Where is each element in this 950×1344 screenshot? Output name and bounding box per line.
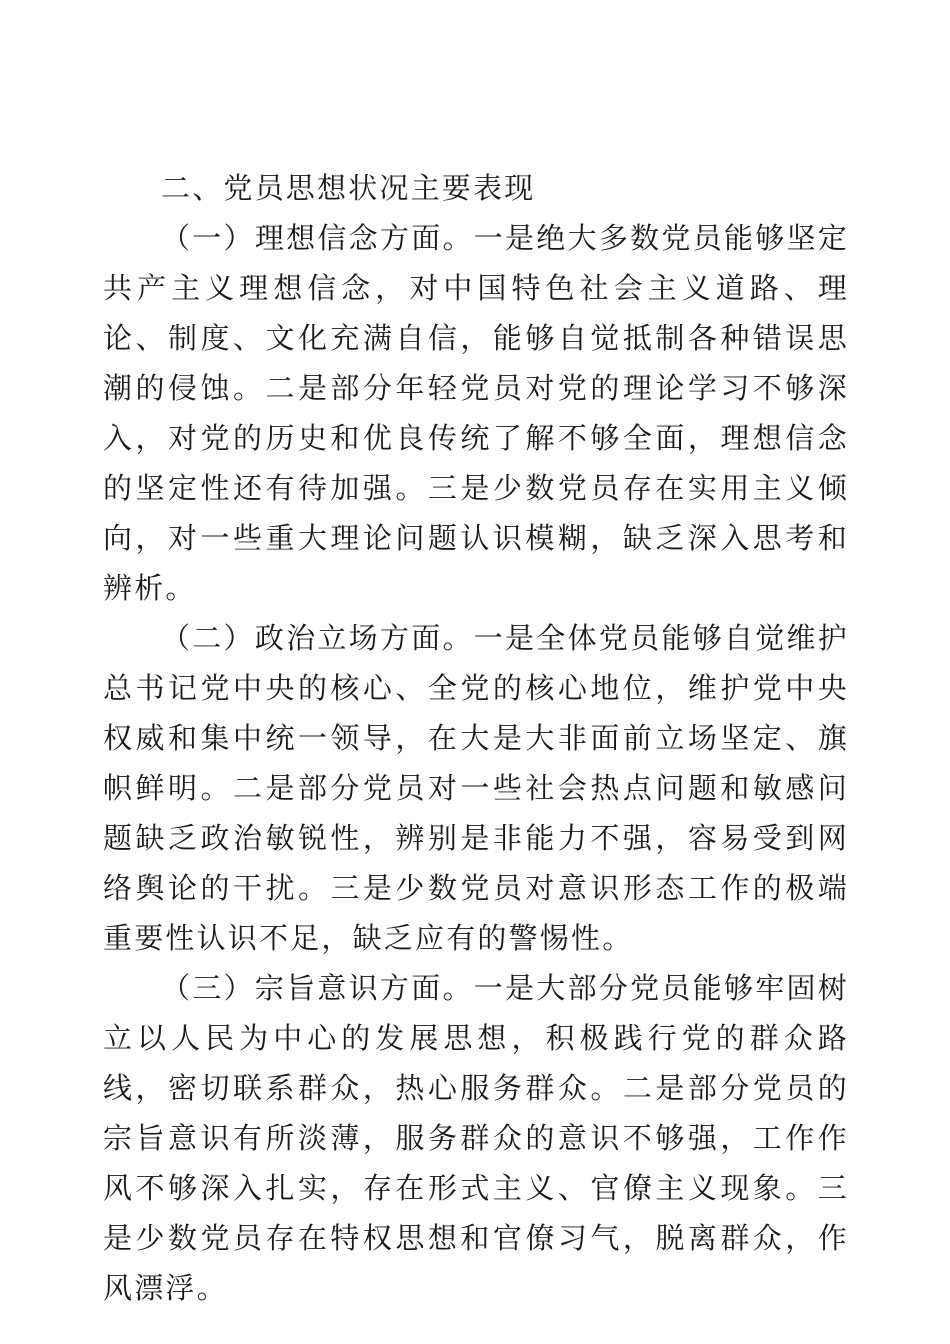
document-body xyxy=(103,163,849,1313)
paragraph-political-stance: （二）政治立场方面。一是全体党员能够自觉维护总书记党中央的核心、全党的核心地位，维护党中央权威和集中统一领导，在大是大非面前立场坚定、旗帜鲜明。二是部分党员对一些社会热点问题和敏感问题缺乏政治敏锐性，辨别是非能力不强，容易受到网络舆论的干扰。三是少数党员对意识形态工作的极端重要性认识不足，缺乏应有的警惕性。 xyxy=(103,621,849,955)
paragraph-purpose-awareness: （三）宗旨意识方面。一是大部分党员能够牢固树立以人民为中心的发展思想，积极践行党的群众路线，密切联系群众，热心服务群众。二是部分党员的宗旨意识有所淡薄，服务群众的意识不够强，工作作风不够深入扎实，存在形式主义、官僚主义现象。三是少数党员存在特权思想和官僚习气，脱离群众，作风漂浮。 xyxy=(103,971,849,1305)
paragraph-ideals-beliefs: （一）理想信念方面。一是绝大多数党员能够坚定共产主义理想信念，对中国特色社会主义道路、理论、制度、文化充满自信，能够自觉抵制各种错误思潮的侵蚀。二是部分年轻党员对党的理论学习不够深入，对党的历史和优良传统了解不够全面，理想信念的坚定性还有待加强。三是少数党员存在实用主义倾向，对一些重大理论问题认识模糊，缺乏深入思考和辨析。 xyxy=(103,221,849,605)
section-heading: 二、党员思想状况主要表现 xyxy=(161,171,536,205)
